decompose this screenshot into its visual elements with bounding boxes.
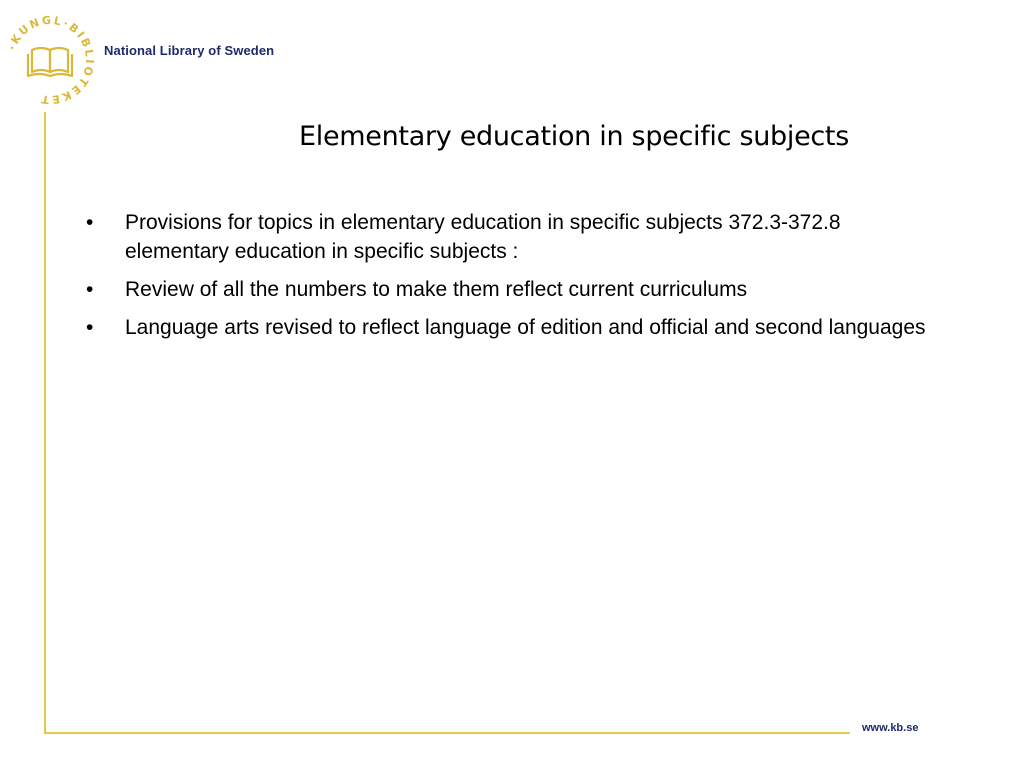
frame-left-line xyxy=(44,112,46,734)
kb-seal-logo xyxy=(4,14,96,106)
bullet-item xyxy=(86,275,946,304)
bullet-marker: • xyxy=(86,316,94,339)
footer-url: www.kb.se xyxy=(862,722,919,734)
bullet-text: Language arts revised to reflect language of edition and official and second languages xyxy=(125,316,926,339)
frame-bottom-line xyxy=(44,732,850,734)
bullet-item xyxy=(86,208,946,266)
library-name: National Library of Sweden xyxy=(104,43,275,58)
bullet-text: Provisions for topics in elementary education in specific subjects 372.3-372.8 elementary education in specific subjects : xyxy=(125,211,841,263)
bullet-marker: • xyxy=(86,278,94,301)
bullet-item xyxy=(86,313,946,342)
bullet-text: Review of all the numbers to make them reflect current curriculums xyxy=(125,278,748,301)
svg-text:·KUNGL·BIBLIOTEKET: ·KUNGL·BIBLIOTEKET xyxy=(5,14,96,106)
bullet-list xyxy=(86,208,946,351)
slide-title: Elementary education in specific subjects xyxy=(299,121,849,152)
bullet-marker: • xyxy=(86,211,94,234)
